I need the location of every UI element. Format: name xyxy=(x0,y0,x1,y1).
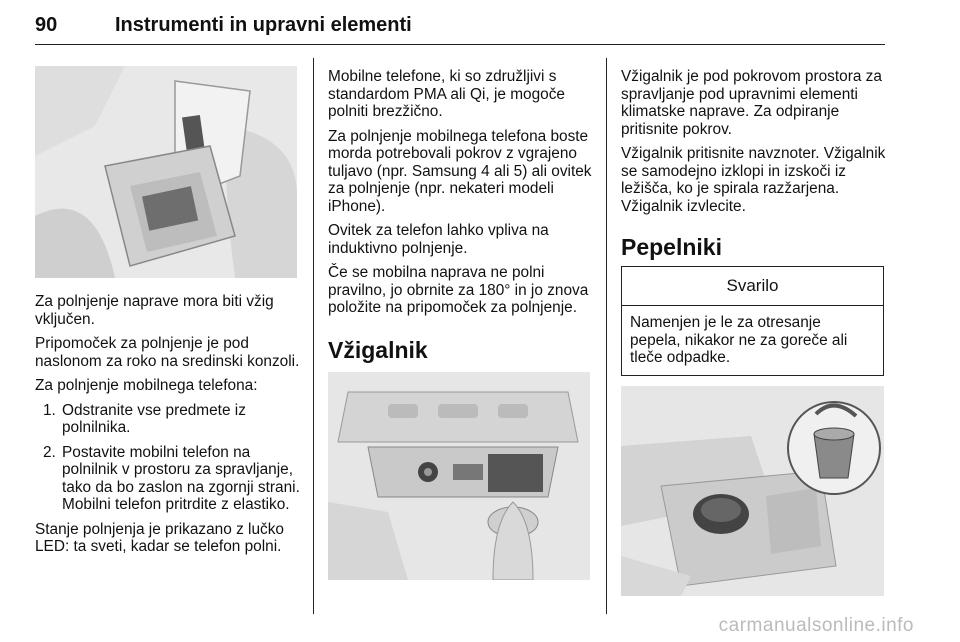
paragraph: Stanje polnjenja je prikazano z lučko LED: ta sveti, kadar se telefon polni. xyxy=(35,520,284,555)
page-header xyxy=(35,14,885,44)
paragraph: Če se mobilna naprava ne polni pravilno, jo obrnite za 180° in jo znova položite na pripomoček za polnjenje. xyxy=(328,264,589,316)
section-heading-lighter: Vžigalnik xyxy=(328,337,428,363)
paragraph: Vžigalnik pritisnite navznoter. Vžigalnik se samodejno izklopi in izskoči iz ležišča, ko je spirala razžarjena. Vžigalnik izvlecite. xyxy=(621,145,886,215)
charger-illustration xyxy=(35,66,297,278)
paragraph: Vžigalnik je pod pokrovom prostora za spravljanje pod upravnimi elementi klimatske naprave. Za odpiranje pritisnite pokrov. xyxy=(621,68,882,138)
ashtray-illustration xyxy=(621,386,884,596)
section-heading-ashtrays: Pepelniki xyxy=(621,234,722,260)
paragraph: Mobilne telefone, ki so združljivi s standardom PMA ali Qi, je mogoče polniti brezžično. xyxy=(328,68,565,120)
page-number: 90 xyxy=(35,14,58,36)
column-3-text xyxy=(621,68,886,222)
lighter-illustration xyxy=(328,372,590,580)
watermark: carmanualsonline.info xyxy=(718,615,914,636)
paragraph: Pripomoček za polnjenje je pod naslonom za roko na sredinski konzoli. xyxy=(35,335,300,370)
column-2-text xyxy=(328,68,593,324)
column-1-text xyxy=(35,293,300,563)
paragraph: Ovitek za telefon lahko vpliva na induktivno polnjenje. xyxy=(328,222,549,257)
paragraph: Za polnjenje mobilnega telefona boste morda potrebovali pokrov z vgrajeno tuljavo (npr. Samsung 4 ali 5) ali ovitek za polnjenje (npr. nekateri modeli iPhone). xyxy=(328,127,592,215)
warning-box xyxy=(621,266,884,376)
warning-body: Namenjen je le za otresanje pepela, nikakor ne za goreče ali tleče odpadke. xyxy=(630,314,848,366)
paragraph: Za polnjenje naprave mora biti vžig vključen. xyxy=(35,293,274,328)
header-rule xyxy=(35,44,885,45)
steps-list xyxy=(35,402,300,514)
paragraph: Za polnjenje mobilnega telefona: xyxy=(35,377,258,394)
column-divider-1 xyxy=(313,58,314,614)
column-divider-2 xyxy=(606,58,607,614)
list-item: 2. Postavite mobilni telefon na polnilnik v prostoru za spravljanje, tako da bo zaslon na zgornji strani. Mobilni telefon pritrdite z elastiko. xyxy=(43,443,300,513)
chapter-title: Instrumenti in upravni elementi xyxy=(115,14,412,36)
list-item: 1. Odstranite vse predmete iz polnilnika. xyxy=(43,401,246,436)
warning-title: Svarilo xyxy=(622,267,883,306)
